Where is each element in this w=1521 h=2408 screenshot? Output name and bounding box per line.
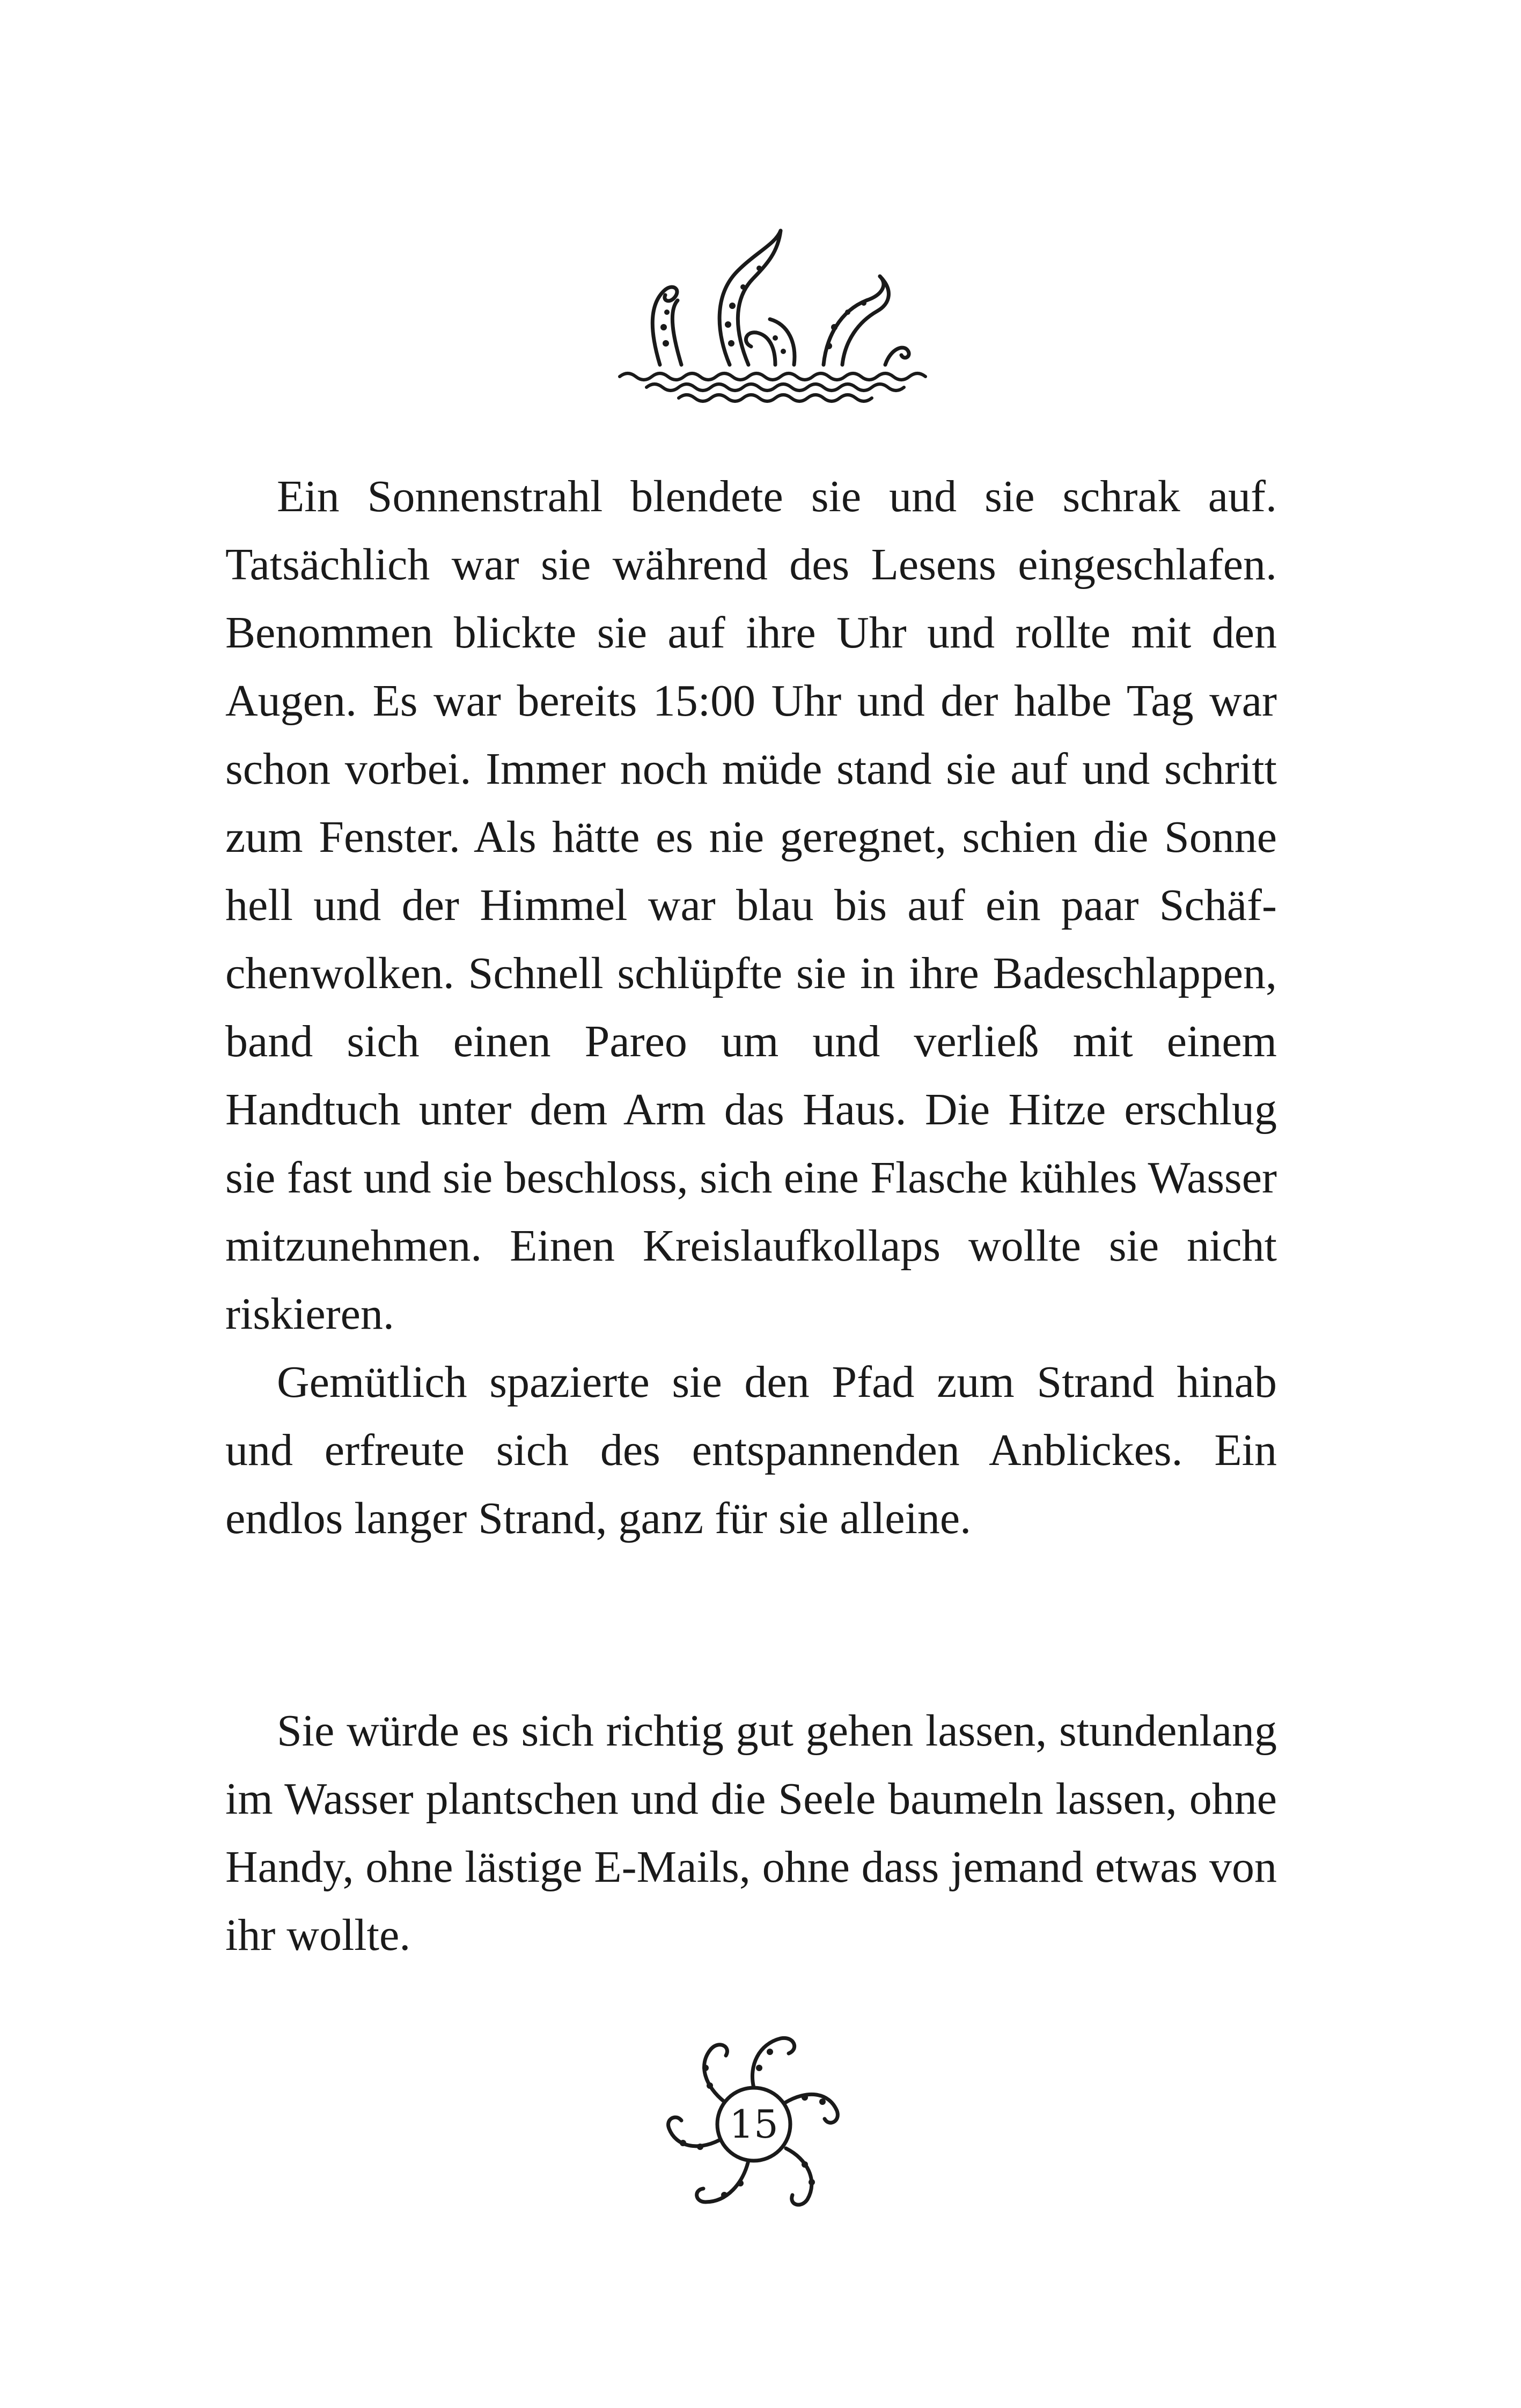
text-block-2 xyxy=(225,1697,1277,1969)
tentacles-waves-icon xyxy=(614,220,936,413)
text-block-1 xyxy=(225,462,1277,1552)
paragraph: Ein Sonnenstrahl blendete sie und sie schrak auf. Tatsächlich war sie während des Lesens eingeschlafen. Benommen blickte sie auf ihre Uhr und rollte mit den Augen. Es war bereits 15:00 Uhr und der halbe Tag war schon vorbei. Immer noch müde stand sie auf und schritt zum Fenster. Als hätte es nie geregnet, schien die Sonne hell und der Himmel war blau bis auf ein paar Schäfchenwolken. Schnell schlüpfte sie in ihre Badeschlappen, band sich einen Pareo um und verließ mit einem Handtuch unter dem Arm das Haus. Die Hitze erschlug sie fast und sie beschloss, sich eine Flasche kühles Wasser mitzunehmen. Einen Kreislaufkollaps wollte sie nicht riskieren. xyxy=(225,472,1277,1339)
page-number: 15 xyxy=(729,2102,778,2147)
paragraph: Gemütlich spazierte sie den Pfad zum Strand hinab und erfreute sich des entspannenden Anblickes. Ein endlos langer Strand, ganz für sie alleine. xyxy=(225,1357,1277,1543)
paragraph: Sie würde es sich richtig gut gehen lassen, stundenlang im Wasser plantschen und die Seele baumeln lassen, ohne Handy, ohne lästige E-Mails, ohne dass jemand etwas von ihr wollte. xyxy=(225,1706,1277,1960)
